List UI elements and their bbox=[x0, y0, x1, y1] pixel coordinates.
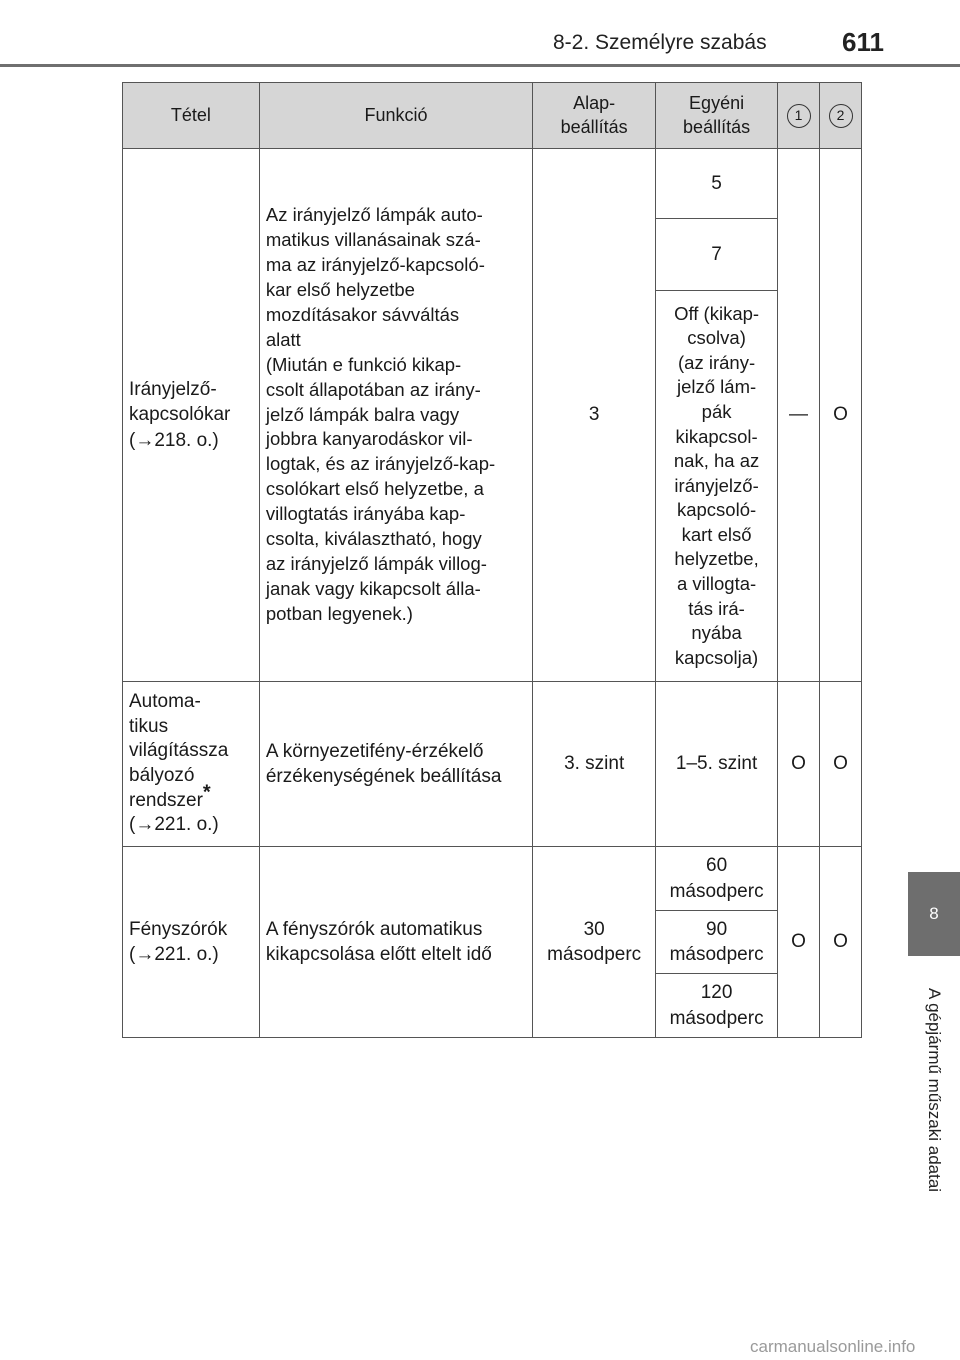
table-row bbox=[123, 682, 862, 847]
row1-col2: O bbox=[820, 149, 862, 682]
row1-custom-1: 5 bbox=[656, 149, 778, 219]
chapter-tab bbox=[908, 872, 960, 956]
table-header-row bbox=[123, 83, 862, 149]
chapter-title: A gépjármű műszaki adatai bbox=[925, 987, 944, 1193]
header-item: Tétel bbox=[123, 83, 260, 149]
header-custom: Egyéni beállítás bbox=[656, 83, 778, 149]
row3-custom-2: 90 másodperc bbox=[656, 911, 778, 974]
header-section-title: 8-2. Személyre szabás bbox=[553, 31, 767, 54]
header-col1 bbox=[778, 83, 820, 149]
table-row bbox=[123, 847, 862, 911]
header-divider bbox=[0, 64, 960, 67]
row3-custom-3: 120 másodperc bbox=[656, 974, 778, 1038]
row3-default: 30 másodperc bbox=[533, 847, 656, 1038]
row3-custom-1: 60 másodperc bbox=[656, 847, 778, 911]
row1-custom-3: Off (kikap- csolva) (az irány- jelző lám- pák kikapcsol- nak, ha az irányjelző- kapcsoló- kart első helyzetbe, a villogta- tás irá- nyába kapcsolja) bbox=[656, 291, 778, 682]
row1-function: Az irányjelző lámpák auto- matikus villanásainak szá- ma az irányjelző-kapcsoló- kar első helyzetbe mozdításakor sávváltás alatt (Miután e funkció kikap- csolt állapotában az irány- jelző lámpák balra vagy jobbra kanyarodáskor vil- logtak, és az irányjelző-kap- csolókart első helyzetbe, a villogtatás irányába kap- csolta, kiválasztható, hogy az irányjelző lámpák villog- janak vagy kikapcsolt álla- potban legyenek.) bbox=[259, 149, 532, 682]
circled-1-icon: 1 bbox=[787, 104, 811, 128]
row1-default: 3 bbox=[533, 149, 656, 682]
customization-table bbox=[122, 82, 862, 1038]
row2-col2: O bbox=[820, 682, 862, 847]
header-default: Alap- beállítás bbox=[533, 83, 656, 149]
row2-col1: O bbox=[778, 682, 820, 847]
row2-function: A környezetifény-érzékelő érzékenységének beállítása bbox=[259, 682, 532, 847]
watermark: carmanualsonline.info bbox=[750, 1337, 916, 1356]
header-function: Funkció bbox=[259, 83, 532, 149]
row3-col2: O bbox=[820, 847, 862, 1038]
row1-custom-2: 7 bbox=[656, 219, 778, 291]
row3-col1: O bbox=[778, 847, 820, 1038]
header-col2 bbox=[820, 83, 862, 149]
row3-function: A fényszórók automatikus kikapcsolása előtt eltelt idő bbox=[259, 847, 532, 1038]
table-row bbox=[123, 149, 862, 219]
row2-item-ref: (→221. o.) bbox=[129, 814, 219, 836]
row2-item bbox=[123, 682, 260, 847]
row2-item-name: Automa- tikus világítássza bályozó rendszer bbox=[129, 690, 229, 811]
row3-item: Fényszórók (→221. o.) bbox=[123, 847, 260, 1038]
circled-2-icon: 2 bbox=[829, 104, 853, 128]
row1-item: Irányjelző- kapcsolókar (→218. o.) bbox=[123, 149, 260, 682]
row1-col1: — bbox=[778, 149, 820, 682]
page-number: 611 bbox=[842, 27, 884, 57]
row2-custom: 1–5. szint bbox=[656, 682, 778, 847]
chapter-number: 8 bbox=[929, 904, 939, 923]
row2-default: 3. szint bbox=[533, 682, 656, 847]
footnote-star: * bbox=[202, 781, 211, 804]
